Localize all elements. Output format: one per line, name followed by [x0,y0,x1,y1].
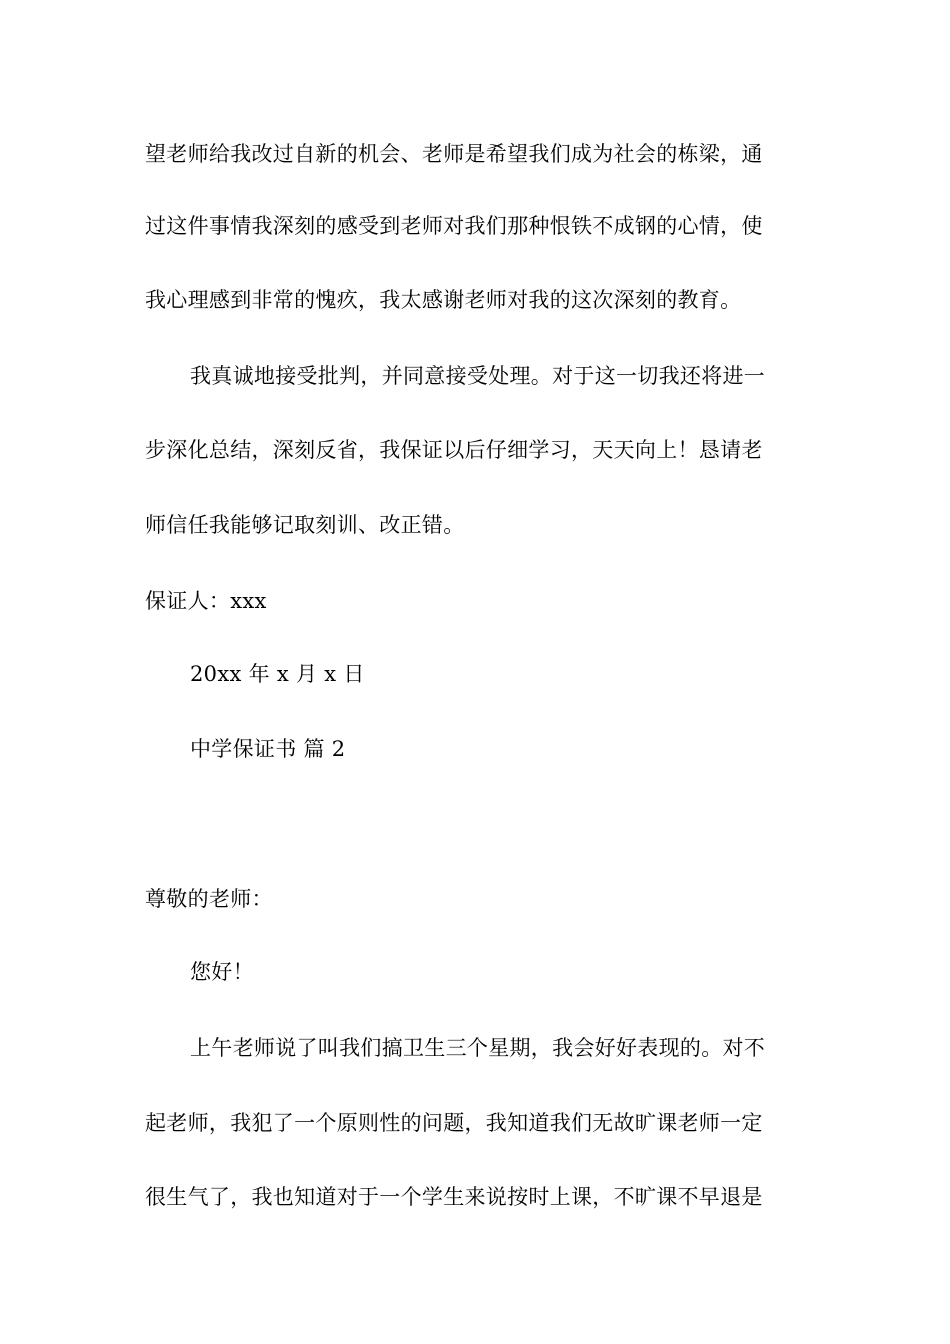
salutation: 尊敬的老师： [145,887,273,911]
paragraph-2-line-1: 我真诚地接受批判，并同意接受处理。对于这一切我还将进一 [190,364,766,388]
paragraph-3-line-3: 很生气了，我也知道对于一个学生来说按时上课，不旷课不早退是 [145,1185,763,1209]
paragraph-1-line-2: 过这件事情我深刻的感受到老师对我们那种恨铁不成钢的心情，使 [145,214,763,238]
paragraph-3-line-1: 上午老师说了叫我们搞卫生三个星期，我会好好表现的。对不 [190,1036,766,1060]
paragraph-1-line-3: 我心理感到非常的愧疚，我太感谢老师对我的这次深刻的教育。 [145,288,742,312]
paragraph-1-line-1: 望老师给我改过自新的机会、老师是希望我们成为社会的栋梁，通 [145,142,763,166]
paragraph-2-line-2: 步深化总结，深刻反省，我保证以后仔细学习，天天向上！恳请老 [145,438,763,462]
section-title: 中学保证书 篇 2 [190,737,346,761]
date-line: 20xx 年 x 月 x 日 [190,662,365,686]
greeting: 您好！ [190,960,254,984]
paragraph-3-line-2: 起老师，我犯了一个原则性的问题，我知道我们无故旷课老师一定 [145,1111,763,1135]
guarantor-line: 保证人：xxx [145,589,267,613]
paragraph-2-line-3: 师信任我能够记取刻训、改正错。 [145,513,465,537]
